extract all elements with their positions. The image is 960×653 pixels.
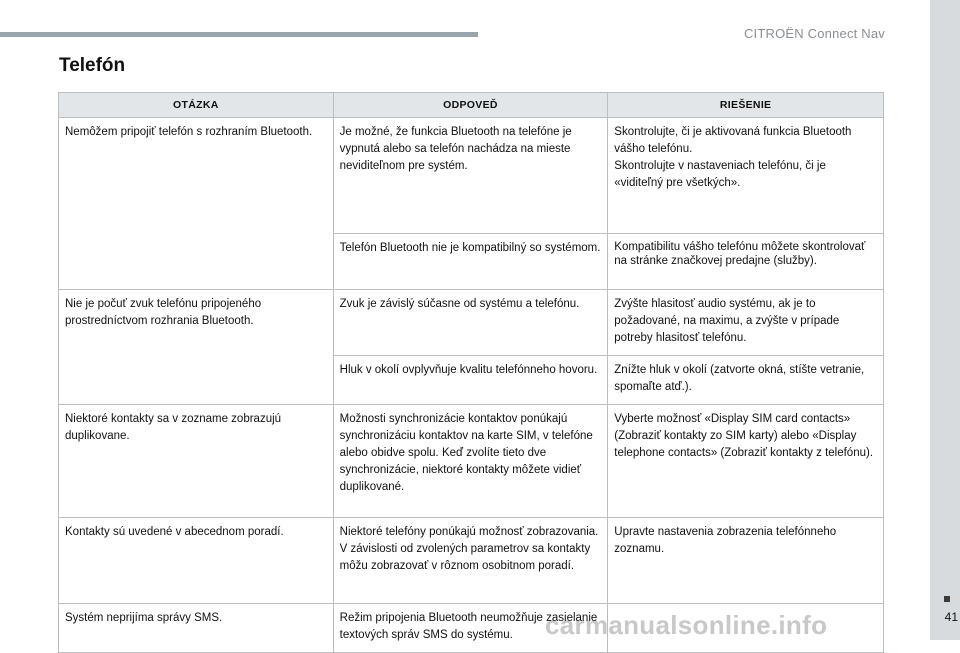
table-row xyxy=(59,290,884,356)
troubleshooting-table xyxy=(58,92,884,653)
answer-cell: Je možné, že funkcia Bluetooth na telefóne je vypnutá alebo sa telefón nachádza na mieste neviditeľnom pre systém. xyxy=(333,118,608,234)
solution-cell: Zvýšte hlasitosť audio systému, ak je to požadované, na maximu, a zvýšte v prípade potreby hlasitosť telefónu. xyxy=(608,290,884,356)
answer-cell: Niektoré telefóny ponúkajú možnosť zobrazovania. V závislosti od zvolených parametrov sa kontakty môžu zobrazovať v rôznom osobitnom poradí. xyxy=(333,518,608,604)
solution-cell xyxy=(608,604,884,653)
question-cell: Nemôžem pripojiť telefón s rozhraním Bluetooth. xyxy=(59,118,334,290)
table-header-row xyxy=(59,93,884,118)
watermark: carmanualsonline.info xyxy=(545,610,828,640)
answer-cell: Možnosti synchronizácie kontaktov ponúkajú synchronizáciu kontaktov na karte SIM, v telefóne alebo obidve spolu. Keď zvolíte tieto dve synchronizácie, niektoré kontakty môžete vidieť duplikované. xyxy=(333,405,608,518)
column-header-answer: ODPOVEĎ xyxy=(333,93,608,118)
header-rule xyxy=(0,32,478,37)
question-cell: Niektoré kontakty sa v zozname zobrazujú duplikovane. xyxy=(59,405,334,518)
answer-cell: Zvuk je závislý súčasne od systému a telefónu. xyxy=(333,290,608,356)
page-edge-strip xyxy=(930,0,960,640)
answer-cell: Režim pripojenia Bluetooth neumožňuje zasielanie textových správ SMS do systému. xyxy=(333,604,608,653)
solution-cell: Skontrolujte, či je aktivovaná funkcia Bluetooth vášho telefónu. Skontrolujte v nastaveniach telefónu, či je «viditeľný pre všetkých». xyxy=(608,118,884,234)
column-header-solution: RIEŠENIE xyxy=(608,93,884,118)
solution-cell: Upravte nastavenia zobrazenia telefónneho zoznamu. xyxy=(608,518,884,604)
table-row xyxy=(59,405,884,518)
question-cell: Kontakty sú uvedené v abecednom poradí. xyxy=(59,518,334,604)
solution-cell: Znížte hluk v okolí (zatvorte okná, stíšte vetranie, spomaľte atď.). xyxy=(608,356,884,405)
question-cell: Nie je počuť zvuk telefónu pripojeného prostredníctvom rozhrania Bluetooth. xyxy=(59,290,334,405)
solution-cell: Vyberte možnosť «Display SIM card contacts» (Zobraziť kontakty zo SIM karty) alebo «Display telephone contacts» (Zobraziť kontakty z telefónu). xyxy=(608,405,884,518)
column-header-question: OTÁZKA xyxy=(59,93,334,118)
page-title: Telefón xyxy=(59,55,126,76)
table-row xyxy=(59,118,884,234)
question-cell: Systém neprijíma správy SMS. xyxy=(59,604,334,653)
brand-label: CITROËN Connect Nav xyxy=(743,26,885,41)
page-number: 41 xyxy=(944,610,958,624)
table-row xyxy=(59,604,884,653)
answer-cell: Hluk v okolí ovplyvňuje kvalitu telefónneho hovoru. xyxy=(333,356,608,405)
solution-cell: Kompatibilitu vášho telefónu môžete skontrolovať na stránke značkovej predajne (služby). xyxy=(608,234,884,290)
table-row xyxy=(59,518,884,604)
answer-cell: Telefón Bluetooth nie je kompatibilný so systémom. xyxy=(333,234,608,290)
page-marker-icon xyxy=(944,596,950,602)
